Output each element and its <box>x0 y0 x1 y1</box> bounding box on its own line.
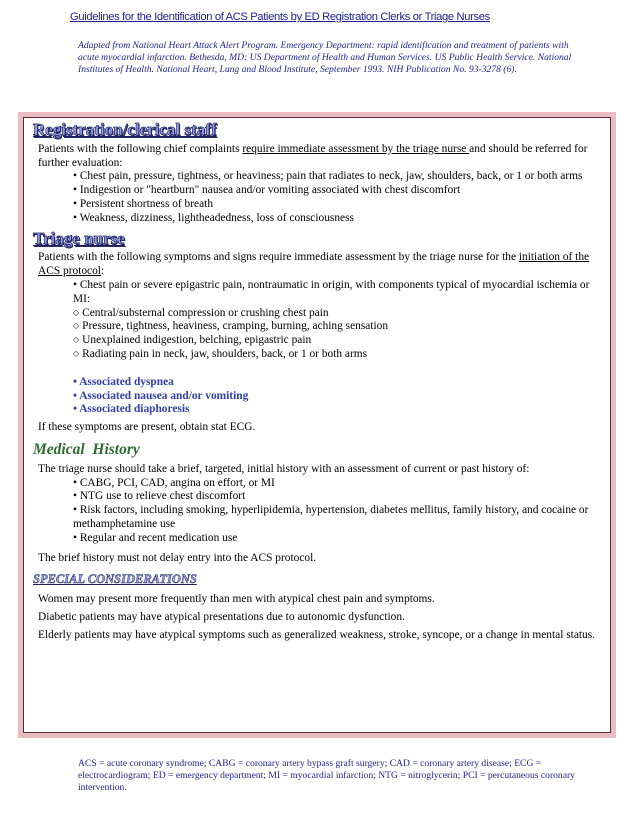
abbreviations-footnote: ACS = acute coronary syndrome; CABG = coronary artery bypass graft surgery; CAD = coronary artery disease; ECG = electrocardiogram; ED = emergency department; MI = myocardial infarction; NTG = nitroglycerin; PCI = percutaneous coronary intervention. <box>78 758 575 794</box>
associated-symptom: • Associated dyspnea <box>73 375 174 388</box>
registration-intro-end: and should be referred for further evaluation: <box>38 142 588 169</box>
list-item: • Risk factors, including smoking, hyperlipidemia, hypertension, diabetes mellitus, family history, and cocaine or methamphetamine use <box>73 504 589 530</box>
diamond-bullet-icon: ◇ <box>73 307 80 317</box>
document-title: Guidelines for the Identification of ACS Patients by ED Registration Clerks or Triage Nurses <box>70 11 490 23</box>
list-item: • Regular and recent medication use <box>73 531 238 544</box>
medical-history-heading: Medical History <box>33 440 140 458</box>
sub-list-item <box>73 307 605 321</box>
triage-intro-underlined: initiation of the ACS protocol <box>38 251 590 278</box>
list-item: • Persistent shortness of breath <box>73 197 214 210</box>
triage-intro <box>38 251 605 279</box>
registration-intro-text: Patients with the following chief complaints <box>38 142 243 155</box>
registration-intro-underlined: require immediate assessment by the triage nurse <box>242 142 470 155</box>
guidelines-box <box>18 112 616 738</box>
sub-list-item <box>73 348 605 362</box>
associated-symptom: • Associated diaphoresis <box>73 403 190 416</box>
source-citation: Adapted from National Heart Attack Alert Program. Emergency Department: rapid identification and treatment of patients with acute myocardial infarction. Bethesda, MD: US Department of Health and Human Services. US Public Health Service. National Institutes of Health. National Heart, Lung and Blood Institute, September 1993. NIH Publication No. 93-3278 (6). <box>78 40 572 76</box>
ecg-note: If these symptoms are present, obtain stat ECG. <box>38 421 256 434</box>
triage-intro-text: Patients with the following symptoms and signs require immediate assessment by the triage nurse for the <box>38 251 519 264</box>
list-item: • Weakness, dizziness, lightheadedness, loss of consciousness <box>73 211 354 224</box>
sub-list-item-text: Pressure, tightness, heaviness, cramping, burning, aching sensation <box>82 320 389 333</box>
special-item: Women may present more frequently than men with atypical chest pain and symptoms. <box>38 593 435 606</box>
registration-intro <box>38 143 605 171</box>
history-intro: The triage nurse should take a brief, targeted, initial history with an assessment of current or past history of: <box>38 462 530 475</box>
sub-list-item <box>73 320 605 334</box>
sub-list-item-text: Radiating pain in neck, jaw, shoulders, back, or 1 or both arms <box>82 347 368 360</box>
sub-list-item <box>73 334 605 348</box>
history-note: The brief history must not delay entry into the ACS protocol. <box>38 551 317 564</box>
diamond-bullet-icon: ◇ <box>73 348 80 358</box>
guidelines-content <box>25 120 605 643</box>
diamond-bullet-icon: ◇ <box>73 321 80 331</box>
sub-list-item-text: Unexplained indigestion, belching, epigastric pain <box>82 334 312 347</box>
list-item: • Chest pain or severe epigastric pain, nontraumatic in origin, with components typical of myocardial ischemia or MI: <box>73 278 590 305</box>
list-item: • CABG, PCI, CAD, angina on effort, or MI <box>73 476 275 489</box>
special-item: Diabetic patients may have atypical presentations due to autonomic dysfunction. <box>38 610 405 623</box>
associated-symptom: • Associated nausea and/or vomiting <box>73 389 249 402</box>
triage-intro-end: : <box>100 265 105 278</box>
list-item: • NTG use to relieve chest discomfort <box>73 490 246 503</box>
sub-list-item-text: Central/substernal compression or crushing chest pain <box>82 306 329 319</box>
registration-heading: Registration/clerical staff <box>33 120 217 139</box>
diamond-bullet-icon: ◇ <box>73 335 80 345</box>
list-item: • Indigestion or "heartburn" nausea and/or vomiting associated with chest discomfort <box>73 184 461 197</box>
list-item: • Chest pain, pressure, tightness, or heaviness; pain that radiates to neck, jaw, shoulders, back, or 1 or both arms <box>73 170 583 183</box>
special-item: Elderly patients may have atypical symptoms such as generalized weakness, stroke, syncope, or a change in mental status. <box>38 628 596 641</box>
triage-heading: Triage nurse <box>33 228 125 248</box>
special-considerations-heading: SPECIAL CONSIDERATIONS <box>33 572 197 587</box>
